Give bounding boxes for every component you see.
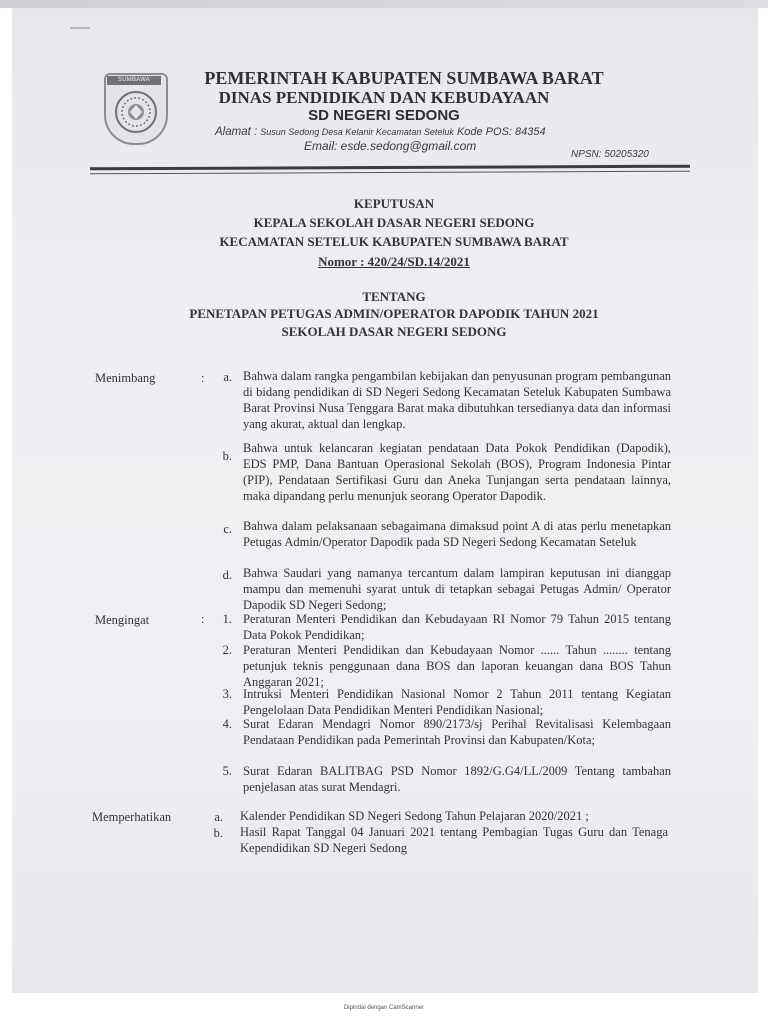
item-marker: a. [223, 370, 232, 384]
memperhatikan-item-a: Kalender Pendidikan SD Negeri Sedong Tahun Pelajaran 2020/2021 ; [240, 809, 589, 823]
section-label-mengingat: Mengingat [95, 613, 150, 627]
postal-code: Kode POS: 84354 [456, 126, 546, 138]
mengingat-item-4: Surat Edaran Mendagri Nomor 890/2173/sj Perihal Revitalisasi Kelembagaan Pendataan Pendidikan pada Pemerintah Provinsi dan Kabupaten/Kota; [243, 717, 671, 747]
item-marker: c. [223, 522, 232, 536]
section-colon: : [201, 612, 205, 626]
menimbang-item-a: Bahwa dalam rangka pengambilan kebijakan dan penyusunan program pembangunan di bidang pendidikan di SD Negeri Sedong Kecamatan Seteluk Kabupaten Sumbawa Barat Provinsi Nusa Tenggara Barat maka dibutuhkan tersedianya data dan informasi yang akurat, aktual dan lengkap. [243, 369, 671, 431]
letterhead-government: PEMERINTAH KABUPATEN SUMBAWA BARAT [204, 68, 604, 88]
scanner-watermark: Dipindai dengan CamScanner [343, 1005, 425, 1011]
letterhead-department: DINAS PENDIDIKAN DAN KEBUDAYAAN [218, 88, 550, 107]
address-text: Susun Sedong Desa Kelanir Kecamatan Seteluk [260, 127, 454, 137]
item-marker: a. [214, 810, 223, 824]
mengingat-item-2: Peraturan Menteri Pendidikan dan Kebudayaan Nomor ...... Tahun ........ tentang petunjuk teknis penggunaan dana BOS dan laporan keuangan dana BOS Tahun Anggaran 2021; [243, 643, 671, 689]
section-label-menimbang: Menimbang [95, 371, 156, 385]
item-marker: d. [222, 568, 232, 582]
item-marker: 1. [222, 612, 232, 626]
letterhead-npsn: NPSN: 50205320 [571, 149, 649, 160]
item-marker: 4. [222, 717, 232, 731]
doc-tentang: TENTANG [362, 289, 426, 304]
doc-issuer-region: KECAMATAN SETELUK KABUPATEN SUMBAWA BARAT [219, 234, 569, 249]
doc-subject: PENETAPAN PETUGAS ADMIN/OPERATOR DAPODIK TAHUN 2021 [189, 306, 599, 321]
doc-type: KEPUTUSAN [353, 196, 435, 211]
scan-mark [70, 27, 90, 29]
letterhead-school: SD NEGERI SEDONG [308, 107, 460, 124]
emblem-label: SUMBAWA BARAT [107, 76, 161, 85]
letterhead-email: Email: esde.sedong@gmail.com [304, 139, 477, 153]
memperhatikan-item-b: Hasil Rapat Tanggal 04 Januari 2021 tentang Pembagian Tugas Guru dan Tenaga Kependidikan SD Negeri Sedong [240, 825, 668, 855]
address-label: Alamat : [215, 126, 258, 138]
menimbang-item-d: Bahwa Saudari yang namanya tercantum dalam lampiran keputusan ini dianggap mampu dan memenuhi syarat untuk di tetapkan sebagai Petugas Admin/ Operator Dapodik SD Negeri Sedong; [243, 566, 671, 612]
item-marker: b. [213, 826, 223, 840]
doc-number: Nomor : 420/24/SD.14/2021 [318, 254, 470, 269]
page-top-edge [0, 0, 768, 8]
mengingat-item-3: Intruksi Menteri Pendidikan Nasional Nomor 2 Tahun 2011 tentang Kegiatan Pengelolaan Data Pendidikan Menteri Pendidikan Nasional; [243, 687, 671, 717]
menimbang-item-b: Bahwa untuk kelancaran kegiatan pendataan Data Pokok Pendidikan (Dapodik), EDS PMP, Dana Bantuan Operasional Sekolah (BOS), Program Indonesia Pintar (PIP), Pendataan Sertifikasi Guru dan Aneka Tunjangan serta pendataan lainnya, maka dipandang perlu menunjuk seorang Operator Dapodik. [243, 441, 671, 503]
doc-subject-school: SEKOLAH DASAR NEGERI SEDONG [281, 324, 507, 339]
section-colon: : [201, 371, 205, 385]
item-marker: 5. [222, 764, 232, 778]
mengingat-item-1: Peraturan Menteri Pendidikan dan Kebudayaan RI Nomor 79 Tahun 2015 tentang Data Pokok Pendidikan; [243, 612, 671, 642]
doc-issuer: KEPALA SEKOLAH DASAR NEGERI SEDONG [253, 215, 535, 230]
item-marker: 2. [222, 643, 232, 657]
mengingat-item-5: Surat Edaran BALITBAG PSD Nomor 1892/G.G4/LL/2009 Tentang tambahan penjelasan atas surat Mendagri. [243, 764, 671, 794]
menimbang-item-c: Bahwa dalam pelaksanaan sebagaimana dimaksud point A di atas perlu menetapkan Petugas Admin/Operator Dapodik pada SD Negeri Sedong Kecamatan Seteluk [243, 519, 671, 549]
section-label-memperhatikan: Memperhatikan [92, 810, 172, 824]
item-marker: 3. [222, 687, 232, 701]
item-marker: b. [222, 449, 232, 463]
letterhead-address [215, 126, 546, 138]
